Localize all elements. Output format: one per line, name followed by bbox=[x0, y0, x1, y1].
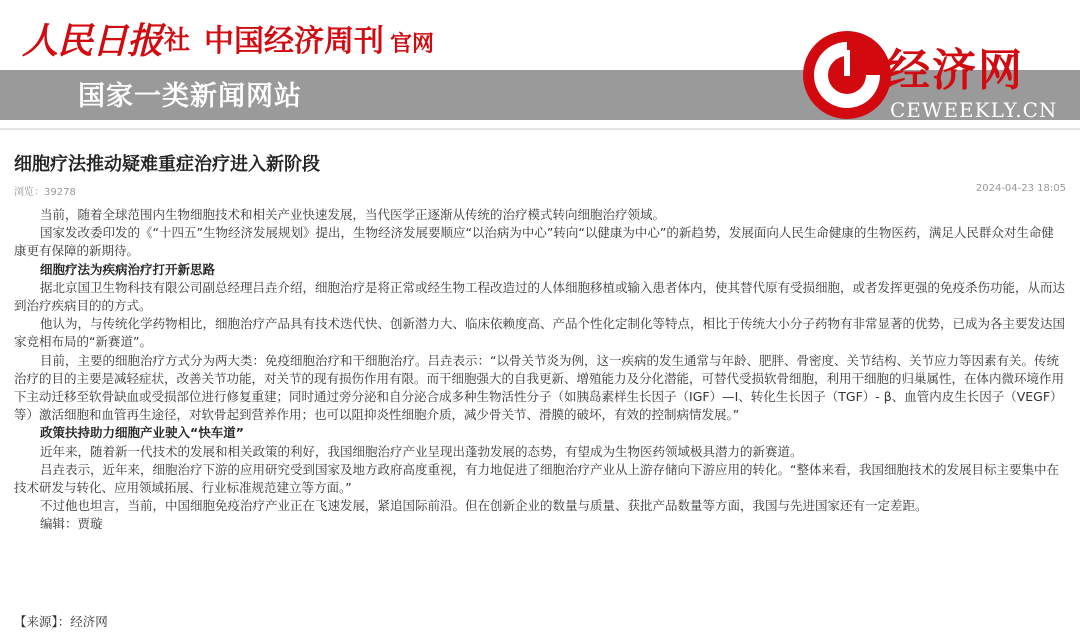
weekly-name: 中国经济周刊 bbox=[204, 24, 385, 59]
site-name: 经济网 bbox=[886, 45, 1024, 96]
view-count: 浏览：39278 bbox=[14, 187, 76, 198]
section-heading: 政策扶持助力细胞产业驶入“快车道” bbox=[40, 425, 244, 441]
publish-date: 2024-04-23 18:05 bbox=[975, 183, 1066, 194]
article-body bbox=[14, 206, 1066, 534]
rmrb-logo-text: 人民日报 bbox=[22, 19, 163, 62]
editor-line: 编辑：贾璇 bbox=[40, 516, 103, 532]
section-heading: 细胞疗法为疾病治疗打开新思路 bbox=[40, 261, 216, 277]
ceweekly-logo-icon[interactable] bbox=[800, 28, 894, 122]
paragraph: 当前，随着全球范围内生物细胞技术和相关产业快速发展，当代医学正逐渐从传统的治疗模式转向细胞治疗领域。 bbox=[40, 207, 666, 222]
paragraph: 目前，主要的细胞治疗方式分为两大类：免疫细胞治疗和干细胞治疗。吕垚表示：“以骨关节炎为例，这一疾病的发生通常与年龄、肥胖、骨密度、关节结构、关节应力等因素有关。传统治疗的目的主要是减轻症状，改善关节功能，对关节的现有损伤作用有限。而干细胞强大的自我更新、增殖能力及分化潜能，可替代受损软骨细胞，利用干细胞的归巢属性，在体内微环境作用下主动迁移至软骨缺血或受损部位进行修复重建；同时通过旁分泌和自分泌合成多种生物活性分子（如胰岛素样生长因子（IGF）—I、转化生长因子（TGF）- β、血管内皮生长因子（VEGF）等）激活细胞和血管再生途径，对软骨起到营养作用；也可以阻抑炎性细胞介质，减少骨关节、滑膜的破坏，有效的控制病情发展。” bbox=[14, 352, 1065, 423]
paragraph: 近年来，随着新一代技术的发展和相关政策的利好，我国细胞治疗产业呈现出蓬勃发展的态势，有望成为生物医药领域极具潜力的新赛道。 bbox=[40, 443, 803, 459]
header-divider bbox=[0, 128, 1080, 130]
paragraph: 不过他也坦言，当前，中国细胞免疫治疗产业正在飞速发展，紧追国际前沿。但在创新企业的数量与质量、获批产品数量等方面，我国与先进国家还有一定差距。 bbox=[40, 498, 928, 514]
article-source: 【来源】：经济网 bbox=[14, 614, 108, 629]
site-header bbox=[0, 0, 1080, 128]
she-label: 社 bbox=[164, 25, 191, 56]
paragraph: 国家发改委印发的《“十四五”生物经济发展规划》提出，生物经济发展要顺应“以治病为中心”转向“以健康为中心”的新趋势，发展面向人民生命健康的生物医药，满足人民群众对生命健康更有保障的新期待。 bbox=[14, 225, 1054, 259]
site-slogan: 国家一类新闻网站 bbox=[78, 81, 302, 112]
article-title: 细胞疗法推动疑难重症治疗进入新阶段 bbox=[14, 154, 320, 175]
paragraph: 他认为，与传统化学药物相比，细胞治疗产品具有技术迭代快、创新潜力大、临床依赖度高、产品个性化定制化等特点，相比于传统大小分子药物有非常显著的优势，已成为各主要发达国家竞相布局的“新赛道”。 bbox=[14, 316, 1066, 350]
masthead-logo[interactable] bbox=[22, 10, 434, 66]
paragraph: 据北京国卫生物科技有限公司副总经理吕垚介绍，细胞治疗是将正常或经生物工程改造过的人体细胞移植或输入患者体内，使其替代原有受损细胞，或者发挥更强的免疫杀伤功能，从而达到治疗疾病目的的方式。 bbox=[14, 279, 1066, 314]
paragraph: 吕垚表示，近年来，细胞治疗下游的应用研究受到国家及地方政府高度重视，有力地促进了细胞治疗产业从上游存储向下游应用的转化。“整体来看，我国细胞技术的发展目标主要集中在技术研发与转化、应用领域拓展、行业标准规范建立等方面。” bbox=[14, 461, 1059, 496]
site-url[interactable]: CEWEEKLY.CN bbox=[890, 98, 1058, 122]
official-site-label: 官网 bbox=[390, 32, 435, 57]
